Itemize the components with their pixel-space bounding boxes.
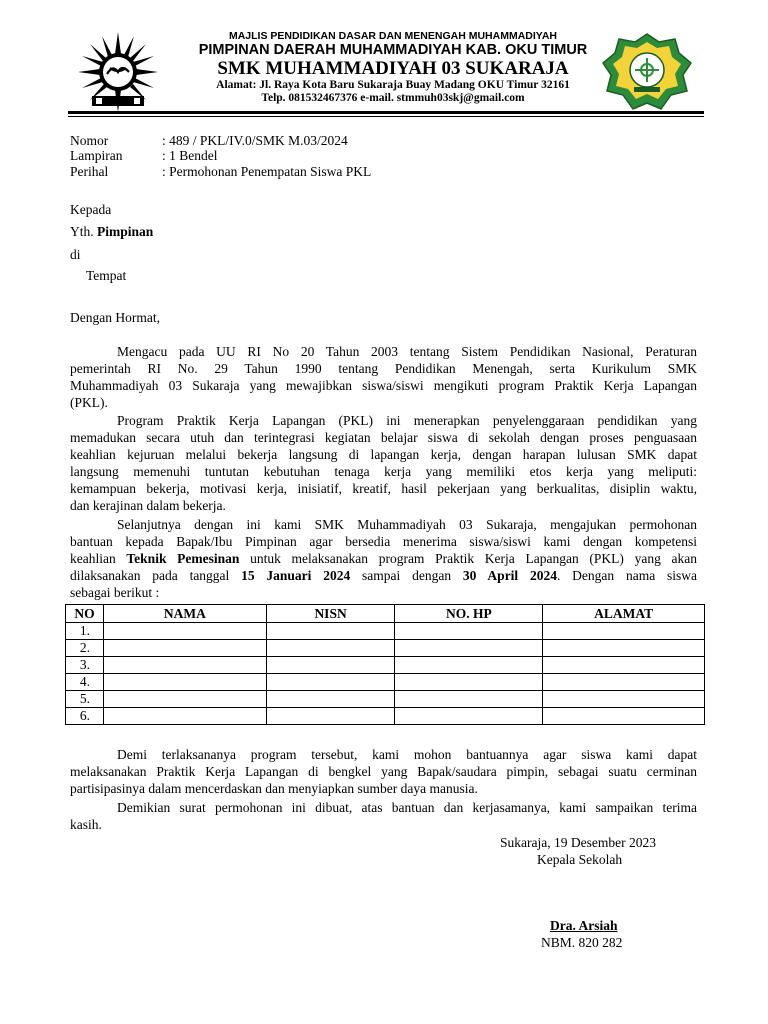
cell-nama	[103, 623, 266, 640]
cell-no-hp	[395, 708, 543, 725]
cell-nisn	[266, 691, 395, 708]
cell-nisn	[266, 657, 395, 674]
cell-no-hp	[395, 640, 543, 657]
cell-alamat	[543, 674, 705, 691]
cell-no-hp	[395, 623, 543, 640]
cell-no-hp	[395, 674, 543, 691]
nilai-lampiran: : 1 Bendel	[162, 148, 218, 163]
cell-nama	[103, 691, 266, 708]
kop-garis-tipis	[68, 116, 704, 117]
cell-alamat	[543, 691, 705, 708]
salam-pembuka: Dengan Hormat,	[70, 310, 160, 325]
label-lampiran: Lampiran	[70, 148, 123, 163]
cell-nisn	[266, 708, 395, 725]
cell-nama	[103, 674, 266, 691]
cell-nama	[103, 640, 266, 657]
cell-alamat	[543, 657, 705, 674]
header-nama: NAMA	[103, 605, 266, 623]
pimpinan: Pimpinan	[97, 224, 154, 239]
header-no-hp: NO. HP	[395, 605, 543, 623]
cell-alamat	[543, 623, 705, 640]
table-row	[66, 623, 705, 640]
header-alamat: ALAMAT	[543, 605, 705, 623]
cell-no-hp	[395, 691, 543, 708]
row-number: 1.	[66, 623, 104, 640]
label-nomor: Nomor	[70, 133, 109, 148]
school-emblem-icon	[601, 33, 693, 111]
header-nisn: NISN	[266, 605, 395, 623]
kop-majlis: MAJLIS PENDIDIKAN DASAR DAN MENENGAH MUHAMMADIYAH	[228, 30, 558, 42]
table-header-row	[66, 605, 705, 623]
cell-nisn	[266, 674, 395, 691]
table-row	[66, 708, 705, 725]
di: di	[70, 247, 81, 262]
cell-nama	[103, 657, 266, 674]
paragraf-permohonan: Selanjutnya dengan ini kami SMK Muhammadiyah 03 Sukaraja, mengajukan permohonan bantuan kepada Bapak/Ibu Pimpinan agar bersedia menerima siswa/siswi kami dengan kompetensi keahlian Teknik Pemesinan untuk melaksanakan program Praktik Kerja Lapangan (PKL) yang akan dilaksanakan pada tanggal 15 Januari 2024 sampai dengan 30 April 2024. Dengan nama siswa sebagai berikut :	[70, 517, 698, 600]
table-row	[66, 657, 705, 674]
cell-nama	[103, 708, 266, 725]
kepada: Kepada	[70, 202, 112, 217]
yth-pimpinan: Yth. Pimpinan	[70, 224, 154, 239]
row-number: 2.	[66, 640, 104, 657]
jabatan: Kepala Sekolah	[537, 852, 623, 867]
table-row	[66, 674, 705, 691]
paragraf-program-pkl: Program Praktik Kerja Lapangan (PKL) ini menerapkan penyelenggaraan pendidikan yang memadukan secara utuh dan terintegrasi kegiatan belajar siswa di sekolah dengan proses penguasaan keahlian kejuruan melalui bekerja langsung di lapangan kerja, dengan harapan lulusan SMK dapat langsung memenuhi tuntutan kebutuhan tenaga kerja yang memiliki etos kerja yang meliputi: kemampuan bekerja, motivasi kerja, inisiatif, kreatif, hasil pekerjaan yang berkualitas, disiplin waktu, dan kerajinan dalam bekerja.	[70, 413, 697, 513]
kop-garis-tebal	[68, 111, 704, 114]
nama-penandatangan: Dra. Arsiah	[550, 918, 618, 933]
tabel-siswa	[65, 604, 705, 725]
row-number: 3.	[66, 657, 104, 674]
header-no: NO	[66, 605, 104, 623]
row-number: 6.	[66, 708, 104, 725]
nbm: NBM. 820 282	[541, 935, 623, 950]
kompetensi-keahlian: Teknik Pemesinan	[126, 551, 240, 566]
kop-alamat: Alamat: Jl. Raya Kota Baru Sukaraja Buay Madang OKU Timur 32161	[216, 79, 570, 91]
muhammadiyah-logo-icon	[76, 30, 160, 114]
tempat-tanggal: Sukaraja, 19 Desember 2023	[500, 835, 656, 850]
tempat: Tempat	[86, 268, 127, 283]
row-number: 4.	[66, 674, 104, 691]
cell-nisn	[266, 640, 395, 657]
paragraf-harapan: Demi terlaksananya program tersebut, kami mohon bantuannya agar siswa kami dapat melaksanakan Praktik Kerja Lapangan di bengkel yang Bapak/saudara pimpin, sebagai suatu cerminan partisipasinya dalam mencerdaskan dan menyiapkan sumber daya manusia.	[70, 747, 697, 796]
cell-no-hp	[395, 657, 543, 674]
label-perihal: Perihal	[70, 164, 109, 179]
cell-alamat	[543, 640, 705, 657]
kop-nama-sekolah: SMK MUHAMMADIYAH 03 SUKARAJA	[217, 58, 569, 79]
cell-alamat	[543, 708, 705, 725]
paragraf-penutup: Demikian surat permohonan ini dibuat, atas bantuan dan kerjasamanya, kami sampaikan terima kasih.	[70, 800, 697, 832]
row-number: 5.	[66, 691, 104, 708]
tanggal-selesai: 30 April 2024	[462, 568, 557, 583]
tanggal-mulai: 15 Januari 2024	[241, 568, 351, 583]
cell-nisn	[266, 623, 395, 640]
paragraf-dasar-hukum: Mengacu pada UU RI No 20 Tahun 2003 tentang Sistem Pendidikan Nasional, Peraturan pemerintah RI No. 29 Tahun 1990 tentang Pendidikan Menengah, serta Kurikulum SMK Muhammadiyah 03 Sukaraja yang mewajibkan siswa/siswi mengikuti program Praktik Kerja Lapangan (PKL).	[70, 344, 697, 410]
kop-pimpinan-daerah: PIMPINAN DAERAH MUHAMMADIYAH KAB. OKU TIMUR	[198, 42, 588, 58]
kop-kontak: Telp. 081532467376 e-mail. stmmuh03skj@gmail.com	[261, 92, 525, 104]
table-row	[66, 691, 705, 708]
nilai-perihal: : Permohonan Penempatan Siswa PKL	[162, 164, 372, 179]
nilai-nomor: : 489 / PKL/IV.0/SMK M.03/2024	[162, 133, 348, 148]
table-row	[66, 640, 705, 657]
